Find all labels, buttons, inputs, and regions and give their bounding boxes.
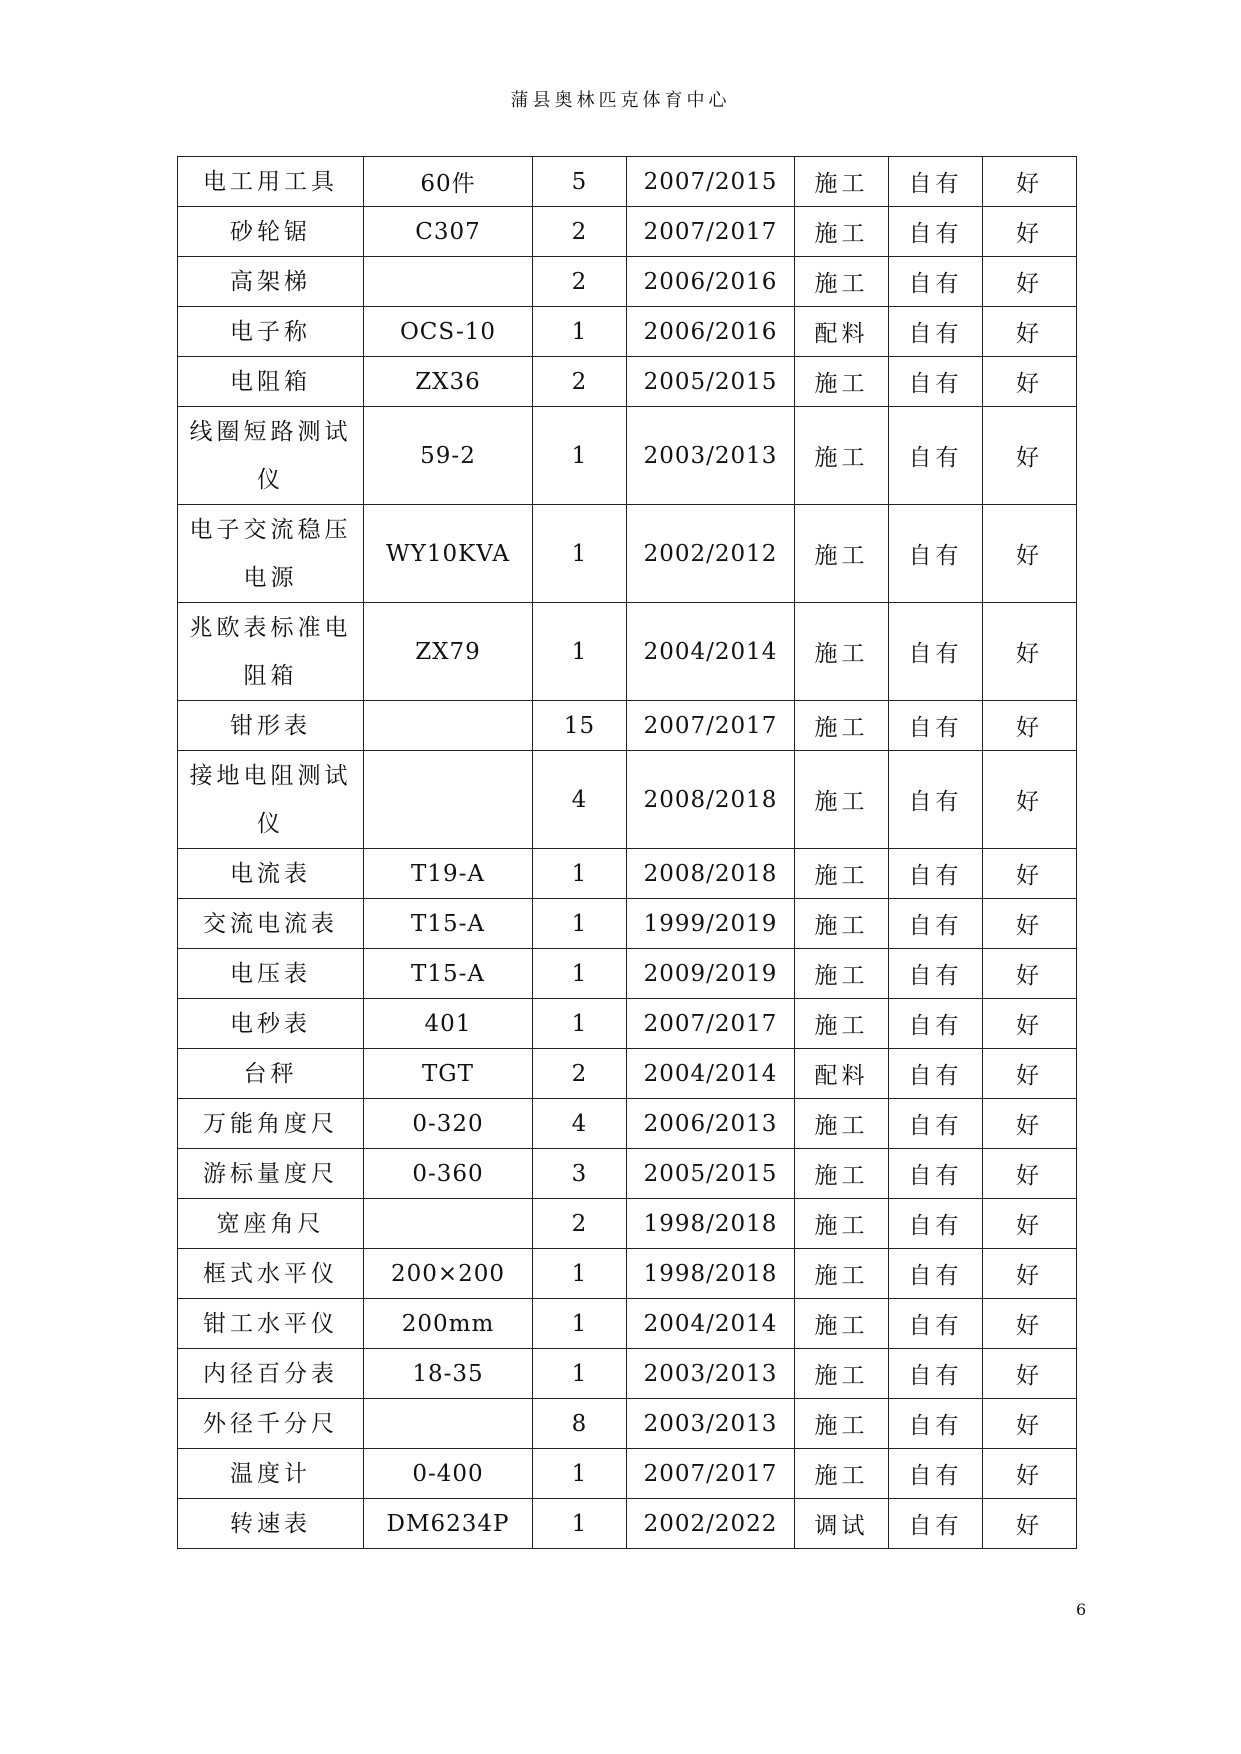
year-cell: 2004/2014	[627, 603, 795, 701]
ownership-cell: 自有	[889, 999, 983, 1049]
equipment-name-cell: 转速表	[178, 1499, 364, 1549]
ownership-cell: 自有	[889, 751, 983, 849]
year-cell: 2006/2016	[627, 307, 795, 357]
model-cell: 18-35	[364, 1349, 533, 1399]
equipment-name-cell: 电压表	[178, 949, 364, 999]
quantity-cell: 1	[533, 407, 627, 505]
equipment-name-cell: 电阻箱	[178, 357, 364, 407]
quantity-cell: 4	[533, 751, 627, 849]
equipment-name-cell: 电子交流稳压电源	[178, 505, 364, 603]
usage-cell: 施工	[795, 899, 889, 949]
quantity-cell: 1	[533, 1299, 627, 1349]
quantity-cell: 1	[533, 1499, 627, 1549]
equipment-table-body	[178, 157, 1077, 1549]
year-cell: 2007/2015	[627, 157, 795, 207]
usage-cell: 施工	[795, 849, 889, 899]
model-cell: 200mm	[364, 1299, 533, 1349]
quantity-cell: 5	[533, 157, 627, 207]
ownership-cell: 自有	[889, 1199, 983, 1249]
table-row	[178, 257, 1077, 307]
usage-cell: 施工	[795, 505, 889, 603]
year-cell: 2007/2017	[627, 999, 795, 1049]
table-row	[178, 1249, 1077, 1299]
table-row	[178, 899, 1077, 949]
usage-cell: 施工	[795, 257, 889, 307]
page-number: 6	[1076, 1600, 1087, 1619]
equipment-name-cell: 接地电阻测试仪	[178, 751, 364, 849]
model-cell: T15-A	[364, 949, 533, 999]
year-cell: 2006/2016	[627, 257, 795, 307]
usage-cell: 施工	[795, 603, 889, 701]
model-cell	[364, 257, 533, 307]
table-row	[178, 603, 1077, 701]
ownership-cell: 自有	[889, 701, 983, 751]
quantity-cell: 1	[533, 899, 627, 949]
year-cell: 2004/2014	[627, 1049, 795, 1099]
usage-cell: 施工	[795, 1299, 889, 1349]
year-cell: 1998/2018	[627, 1249, 795, 1299]
usage-cell: 施工	[795, 1099, 889, 1149]
quantity-cell: 1	[533, 603, 627, 701]
ownership-cell: 自有	[889, 407, 983, 505]
model-cell: WY10KVA	[364, 505, 533, 603]
ownership-cell: 自有	[889, 307, 983, 357]
year-cell: 2002/2022	[627, 1499, 795, 1549]
quantity-cell: 1	[533, 849, 627, 899]
usage-cell: 施工	[795, 701, 889, 751]
quantity-cell: 2	[533, 1049, 627, 1099]
ownership-cell: 自有	[889, 1449, 983, 1499]
status-cell: 好	[983, 603, 1077, 701]
ownership-cell: 自有	[889, 849, 983, 899]
equipment-name-cell: 交流电流表	[178, 899, 364, 949]
table-row	[178, 1399, 1077, 1449]
year-cell: 2007/2017	[627, 1449, 795, 1499]
status-cell: 好	[983, 407, 1077, 505]
status-cell: 好	[983, 257, 1077, 307]
status-cell: 好	[983, 1349, 1077, 1399]
table-row	[178, 505, 1077, 603]
equipment-name-cell: 万能角度尺	[178, 1099, 364, 1149]
usage-cell: 施工	[795, 1449, 889, 1499]
model-cell: TGT	[364, 1049, 533, 1099]
equipment-name-cell: 电秒表	[178, 999, 364, 1049]
year-cell: 2002/2012	[627, 505, 795, 603]
quantity-cell: 1	[533, 1449, 627, 1499]
year-cell: 2008/2018	[627, 849, 795, 899]
quantity-cell: 3	[533, 1149, 627, 1199]
table-row	[178, 1199, 1077, 1249]
year-cell: 2003/2013	[627, 407, 795, 505]
table-row	[178, 1299, 1077, 1349]
usage-cell: 施工	[795, 1399, 889, 1449]
ownership-cell: 自有	[889, 899, 983, 949]
quantity-cell: 15	[533, 701, 627, 751]
year-cell: 2005/2015	[627, 357, 795, 407]
equipment-name-cell: 高架梯	[178, 257, 364, 307]
table-row	[178, 157, 1077, 207]
usage-cell: 施工	[795, 751, 889, 849]
usage-cell: 施工	[795, 1349, 889, 1399]
model-cell: 401	[364, 999, 533, 1049]
usage-cell: 配料	[795, 307, 889, 357]
equipment-name-cell: 兆欧表标准电阻箱	[178, 603, 364, 701]
usage-cell: 配料	[795, 1049, 889, 1099]
status-cell: 好	[983, 1149, 1077, 1199]
ownership-cell: 自有	[889, 505, 983, 603]
year-cell: 2004/2014	[627, 1299, 795, 1349]
model-cell: OCS-10	[364, 307, 533, 357]
quantity-cell: 1	[533, 505, 627, 603]
model-cell: 59-2	[364, 407, 533, 505]
year-cell: 2003/2013	[627, 1349, 795, 1399]
model-cell: ZX36	[364, 357, 533, 407]
table-row	[178, 751, 1077, 849]
ownership-cell: 自有	[889, 1299, 983, 1349]
ownership-cell: 自有	[889, 357, 983, 407]
equipment-name-cell: 砂轮锯	[178, 207, 364, 257]
status-cell: 好	[983, 949, 1077, 999]
quantity-cell: 2	[533, 357, 627, 407]
status-cell: 好	[983, 701, 1077, 751]
ownership-cell: 自有	[889, 207, 983, 257]
page-header: 蒲县奥林匹克体育中心	[510, 90, 731, 111]
status-cell: 好	[983, 751, 1077, 849]
status-cell: 好	[983, 1049, 1077, 1099]
ownership-cell: 自有	[889, 257, 983, 307]
usage-cell: 施工	[795, 1249, 889, 1299]
status-cell: 好	[983, 1199, 1077, 1249]
model-cell: DM6234P	[364, 1499, 533, 1549]
quantity-cell: 1	[533, 1249, 627, 1299]
status-cell: 好	[983, 849, 1077, 899]
quantity-cell: 1	[533, 949, 627, 999]
quantity-cell: 1	[533, 999, 627, 1049]
year-cell: 2007/2017	[627, 207, 795, 257]
model-cell: T19-A	[364, 849, 533, 899]
quantity-cell: 4	[533, 1099, 627, 1149]
status-cell: 好	[983, 899, 1077, 949]
equipment-name-cell: 电子称	[178, 307, 364, 357]
table-row	[178, 1099, 1077, 1149]
equipment-table	[177, 156, 1077, 1549]
quantity-cell: 2	[533, 207, 627, 257]
usage-cell: 施工	[795, 357, 889, 407]
model-cell	[364, 751, 533, 849]
year-cell: 2007/2017	[627, 701, 795, 751]
status-cell: 好	[983, 1299, 1077, 1349]
quantity-cell: 2	[533, 1199, 627, 1249]
model-cell: T15-A	[364, 899, 533, 949]
equipment-name-cell: 电流表	[178, 849, 364, 899]
model-cell	[364, 1399, 533, 1449]
ownership-cell: 自有	[889, 1049, 983, 1099]
table-row	[178, 701, 1077, 751]
usage-cell: 调试	[795, 1499, 889, 1549]
model-cell: 60件	[364, 157, 533, 207]
quantity-cell: 2	[533, 257, 627, 307]
model-cell: 0-400	[364, 1449, 533, 1499]
year-cell: 2009/2019	[627, 949, 795, 999]
status-cell: 好	[983, 999, 1077, 1049]
model-cell	[364, 1199, 533, 1249]
ownership-cell: 自有	[889, 1099, 983, 1149]
table-row	[178, 999, 1077, 1049]
ownership-cell: 自有	[889, 157, 983, 207]
usage-cell: 施工	[795, 1149, 889, 1199]
quantity-cell: 1	[533, 307, 627, 357]
equipment-name-cell: 电工用工具	[178, 157, 364, 207]
status-cell: 好	[983, 157, 1077, 207]
year-cell: 1999/2019	[627, 899, 795, 949]
equipment-name-cell: 内径百分表	[178, 1349, 364, 1399]
equipment-name-cell: 钳工水平仪	[178, 1299, 364, 1349]
status-cell: 好	[983, 207, 1077, 257]
ownership-cell: 自有	[889, 1349, 983, 1399]
equipment-name-cell: 温度计	[178, 1449, 364, 1499]
status-cell: 好	[983, 1499, 1077, 1549]
status-cell: 好	[983, 1249, 1077, 1299]
model-cell	[364, 701, 533, 751]
year-cell: 2008/2018	[627, 751, 795, 849]
quantity-cell: 1	[533, 1349, 627, 1399]
table-row	[178, 849, 1077, 899]
usage-cell: 施工	[795, 1199, 889, 1249]
model-cell: 0-320	[364, 1099, 533, 1149]
usage-cell: 施工	[795, 207, 889, 257]
model-cell: ZX79	[364, 603, 533, 701]
equipment-name-cell: 台秤	[178, 1049, 364, 1099]
equipment-name-cell: 钳形表	[178, 701, 364, 751]
status-cell: 好	[983, 357, 1077, 407]
status-cell: 好	[983, 1399, 1077, 1449]
year-cell: 2003/2013	[627, 1399, 795, 1449]
equipment-name-cell: 游标量度尺	[178, 1149, 364, 1199]
year-cell: 2005/2015	[627, 1149, 795, 1199]
usage-cell: 施工	[795, 999, 889, 1049]
usage-cell: 施工	[795, 407, 889, 505]
ownership-cell: 自有	[889, 1499, 983, 1549]
table-row	[178, 357, 1077, 407]
quantity-cell: 8	[533, 1399, 627, 1449]
ownership-cell: 自有	[889, 1399, 983, 1449]
ownership-cell: 自有	[889, 1249, 983, 1299]
model-cell: 200×200	[364, 1249, 533, 1299]
equipment-name-cell: 框式水平仪	[178, 1249, 364, 1299]
ownership-cell: 自有	[889, 949, 983, 999]
status-cell: 好	[983, 307, 1077, 357]
year-cell: 2006/2013	[627, 1099, 795, 1149]
equipment-name-cell: 外径千分尺	[178, 1399, 364, 1449]
table-row	[178, 307, 1077, 357]
usage-cell: 施工	[795, 157, 889, 207]
table-row	[178, 1149, 1077, 1199]
status-cell: 好	[983, 505, 1077, 603]
ownership-cell: 自有	[889, 1149, 983, 1199]
equipment-name-cell: 线圈短路测试仪	[178, 407, 364, 505]
table-row	[178, 1349, 1077, 1399]
table-row	[178, 1049, 1077, 1099]
model-cell: C307	[364, 207, 533, 257]
table-row	[178, 207, 1077, 257]
table-row	[178, 1499, 1077, 1549]
model-cell: 0-360	[364, 1149, 533, 1199]
usage-cell: 施工	[795, 949, 889, 999]
year-cell: 1998/2018	[627, 1199, 795, 1249]
table-row	[178, 949, 1077, 999]
table-row	[178, 1449, 1077, 1499]
equipment-name-cell: 宽座角尺	[178, 1199, 364, 1249]
ownership-cell: 自有	[889, 603, 983, 701]
table-row	[178, 407, 1077, 505]
status-cell: 好	[983, 1449, 1077, 1499]
status-cell: 好	[983, 1099, 1077, 1149]
